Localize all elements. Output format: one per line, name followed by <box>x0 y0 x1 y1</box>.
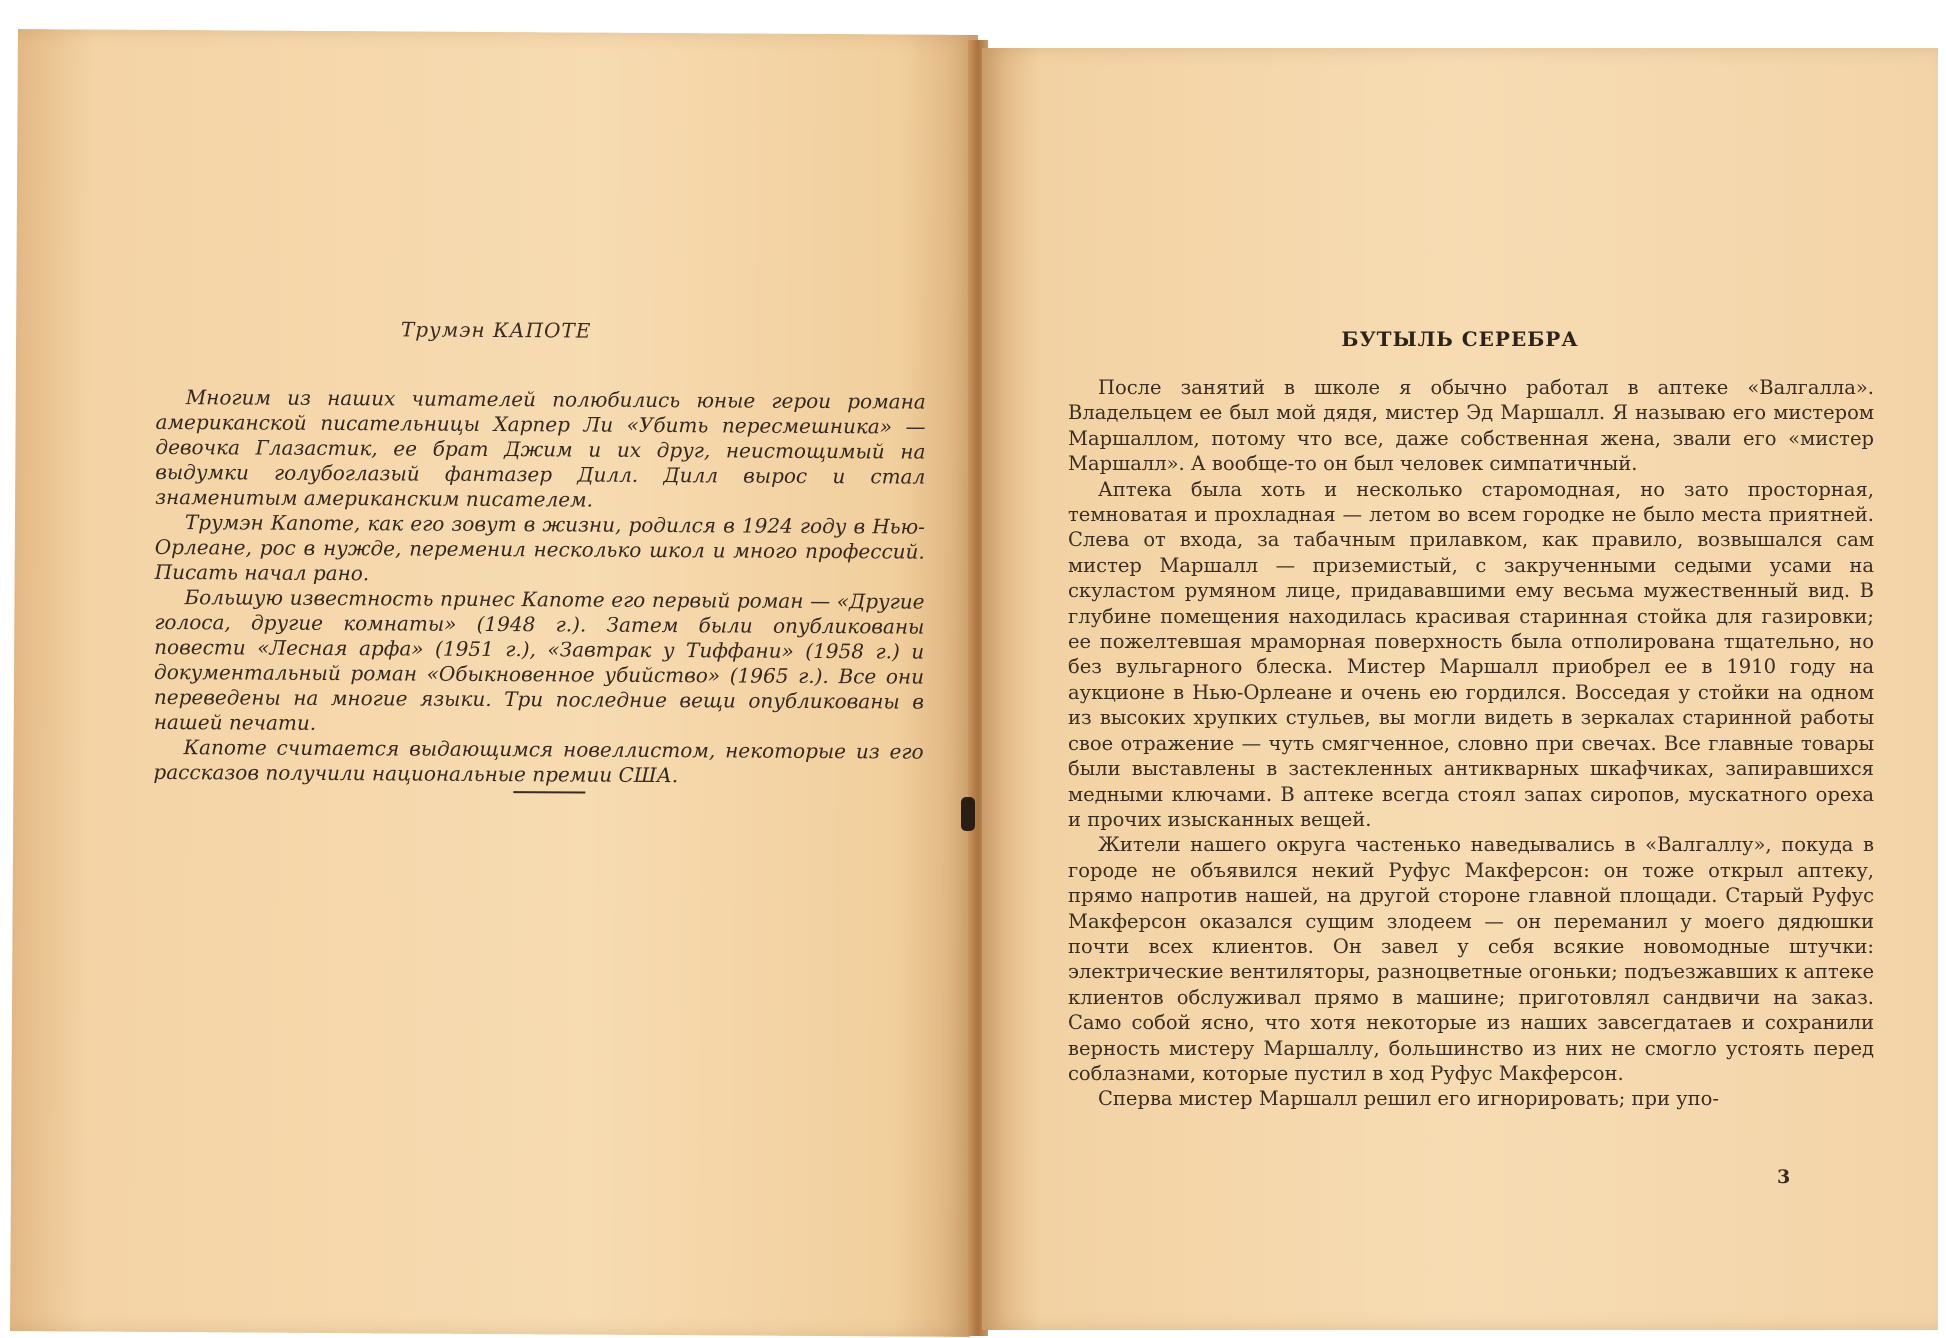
left-page <box>10 29 978 1337</box>
right-page <box>982 48 1938 1330</box>
page-number: 3 <box>1777 1166 1791 1188</box>
author-introduction <box>153 385 925 790</box>
intro-paragraph: Капоте считается выдающимся новеллистом, некоторые из его рассказов получили национальные премии США. <box>153 735 924 788</box>
story-text <box>1068 375 1874 1112</box>
story-paragraph: Сперва мистер Маршалл решил его игнорировать; при упо- <box>1098 1087 1719 1111</box>
section-divider <box>513 791 585 793</box>
story-paragraph: Аптека была хоть и несколько старомодная, но зато просторная, темноватая и прохладная — летом во всем городке не было места приятней. Слева от входа, за табачным прилавком, как правило, возвышался сам мистер Маршалл — приземистый, с закрученными седыми усами на скуластом румяном лице, придававшими ему весьма мужественный вид. В глубине помещения находилась красивая старинная стойка для газировки; ее пожелтевшая мраморная поверхность была отполирована тщательно, но без вульгарного блеска. Мистер Маршалл приобрел ее в 1910 году на аукционе в Нью-Орлеане и очень ею гордился. Восседая у стойки на одном из высоких хрупких стульев, вы могли видеть в зеркалах старинной работы свое отражение — чуть смягченное, словно при свечах. Все главные товары были выставлены в застекленных антикварных шкафчиках, запиравшихся медными ключами. В аптеке всегда стоял запах сиропов, мускатного ореха и прочих изысканных вещей. <box>1068 477 1874 831</box>
story-paragraph: Жители нашего округа частенько наведывались в «Валгаллу», покуда в городе не объявился некий Руфус Макферсон: он тоже открыл аптеку, прямо напротив нашей, на другой стороне главной площади. Старый Руфус Макферсон оказался сущим злодеем — он переманил у моего дядюшки почти всех клиентов. Он завел у себя всякие новомодные штучки: электрические вентиляторы, разноцветные огоньки; подъезжавших к аптеке клиентов обслуживал прямо в машине; приготовлял сандвичи на заказ. Само собой ясно, что хотя некоторые из наших завсегдатаев и сохранили верность мистеру Маршаллу, большинство из них не смогло устоять перед соблазнами, которые пустил в ход Руфус Макферсон. <box>1068 833 1874 1085</box>
intro-paragraph: Большую известность принес Капоте его первый роман — «Другие голоса, другие комнаты» (1948 г.). Затем были опубликованы повести «Лесная арфа» (1951 г.), «Завтрак у Тиффани» (1958 г.) и документальный роман «Обыкновенное убийство» (1965 г.). Все они переведены на многие языки. Три последние вещи опубликованы в нашей печати. <box>153 585 925 735</box>
intro-paragraph: Трумэн Капоте, как его зовут в жизни, родился в 1924 году в Нью-Орлеане, рос в нужде, переменил несколько школ и много профессий. Писать начал рано. <box>154 510 926 586</box>
intro-paragraph: Многим из наших читателей полюбились юные герои романа американской писательницы Харпер Ли «Убить пересмешника» — девочка Глазастик, ее брат Джим и их друг, неистощимый на выдумки голубоглазый фантазер Дилл. Дилл вырос и стал знаменитым американским писателем. <box>155 385 926 512</box>
story-title: БУТЫЛЬ СЕРЕБРА <box>1341 327 1579 351</box>
author-heading: Трумэн КАПОТЕ <box>400 317 592 343</box>
story-paragraph: После занятий в школе я обычно работал в аптеке «Валгалла». Владельцем ее был мой дядя, мистер Эд Маршалл. Я называю его мистером Маршаллом, потому что все, даже собственная жена, звали его «мистер Маршалл». А вообще-то он был человек симпатичный. <box>1068 376 1874 476</box>
binding-staple <box>961 797 975 831</box>
